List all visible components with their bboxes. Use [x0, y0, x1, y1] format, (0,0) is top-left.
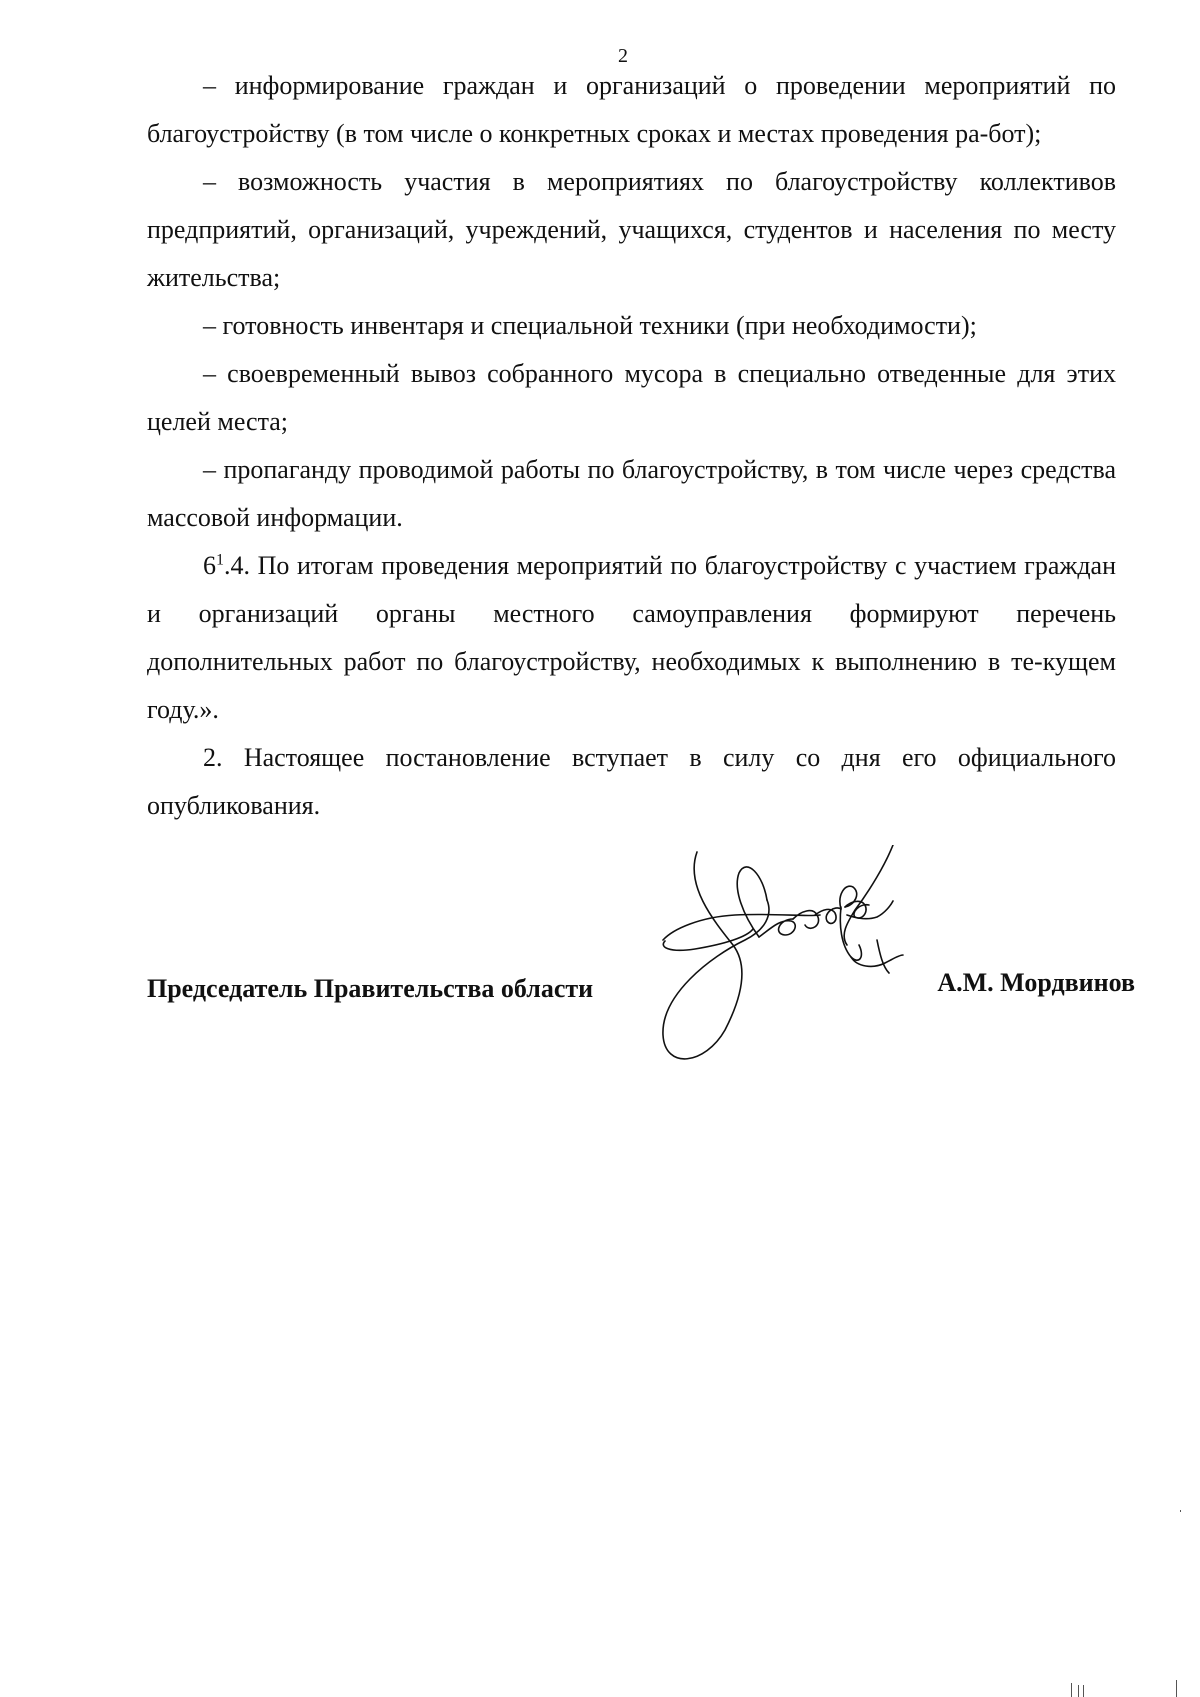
signer-name: А.М. Мордвинов — [937, 968, 1135, 997]
scan-artifact — [1071, 1683, 1072, 1697]
signature-block — [147, 968, 1135, 1012]
paragraph-equipment: – готовность инвентаря и специальной техники (при необходимости); — [203, 311, 977, 340]
paragraph-waste-removal: – своевременный вывоз собранного мусора в специально отведенные для этих целей места; — [147, 359, 1116, 436]
clause-text: По итогам проведения мероприятий по благоустройству с участием граждан и организаций органы местного самоуправления формируют перечень дополнительных работ по благоустройству, необходимых к выполнению в те-кущем году.». — [147, 551, 1116, 724]
clause-number-base: 6 — [203, 551, 216, 580]
page-number: 2 — [618, 45, 628, 67]
scan-artifact — [1180, 1510, 1181, 1512]
paragraph-participation: – возможность участия в мероприятиях по благоустройству коллективов предприятий, организаций, учреждений, учащихся, студентов и населения по месту жительства; — [147, 167, 1116, 292]
clause-2: 2. Настоящее постановление вступает в силу со дня его официального опубликования. — [147, 743, 1116, 820]
clause-6-1-4 — [147, 542, 1116, 734]
signer-title: Председатель Правительства области — [147, 974, 594, 1003]
scan-artifact — [1078, 1685, 1079, 1697]
scan-artifact — [1176, 1680, 1177, 1697]
scan-artifact — [1083, 1685, 1084, 1697]
paragraph-informing: – информирование граждан и организаций о проведении мероприятий по благоустройству (в том числе о конкретных сроках и местах проведения ра-бот); — [147, 71, 1116, 148]
handwritten-signature-icon — [655, 845, 925, 1095]
paragraph-promotion: – пропаганду проводимой работы по благоустройству, в том числе через средства массовой информации. — [147, 455, 1116, 532]
document-body — [147, 62, 1116, 830]
clause-number-superscript: 1 — [216, 551, 224, 569]
clause-number-suffix: .4. — [224, 551, 250, 580]
